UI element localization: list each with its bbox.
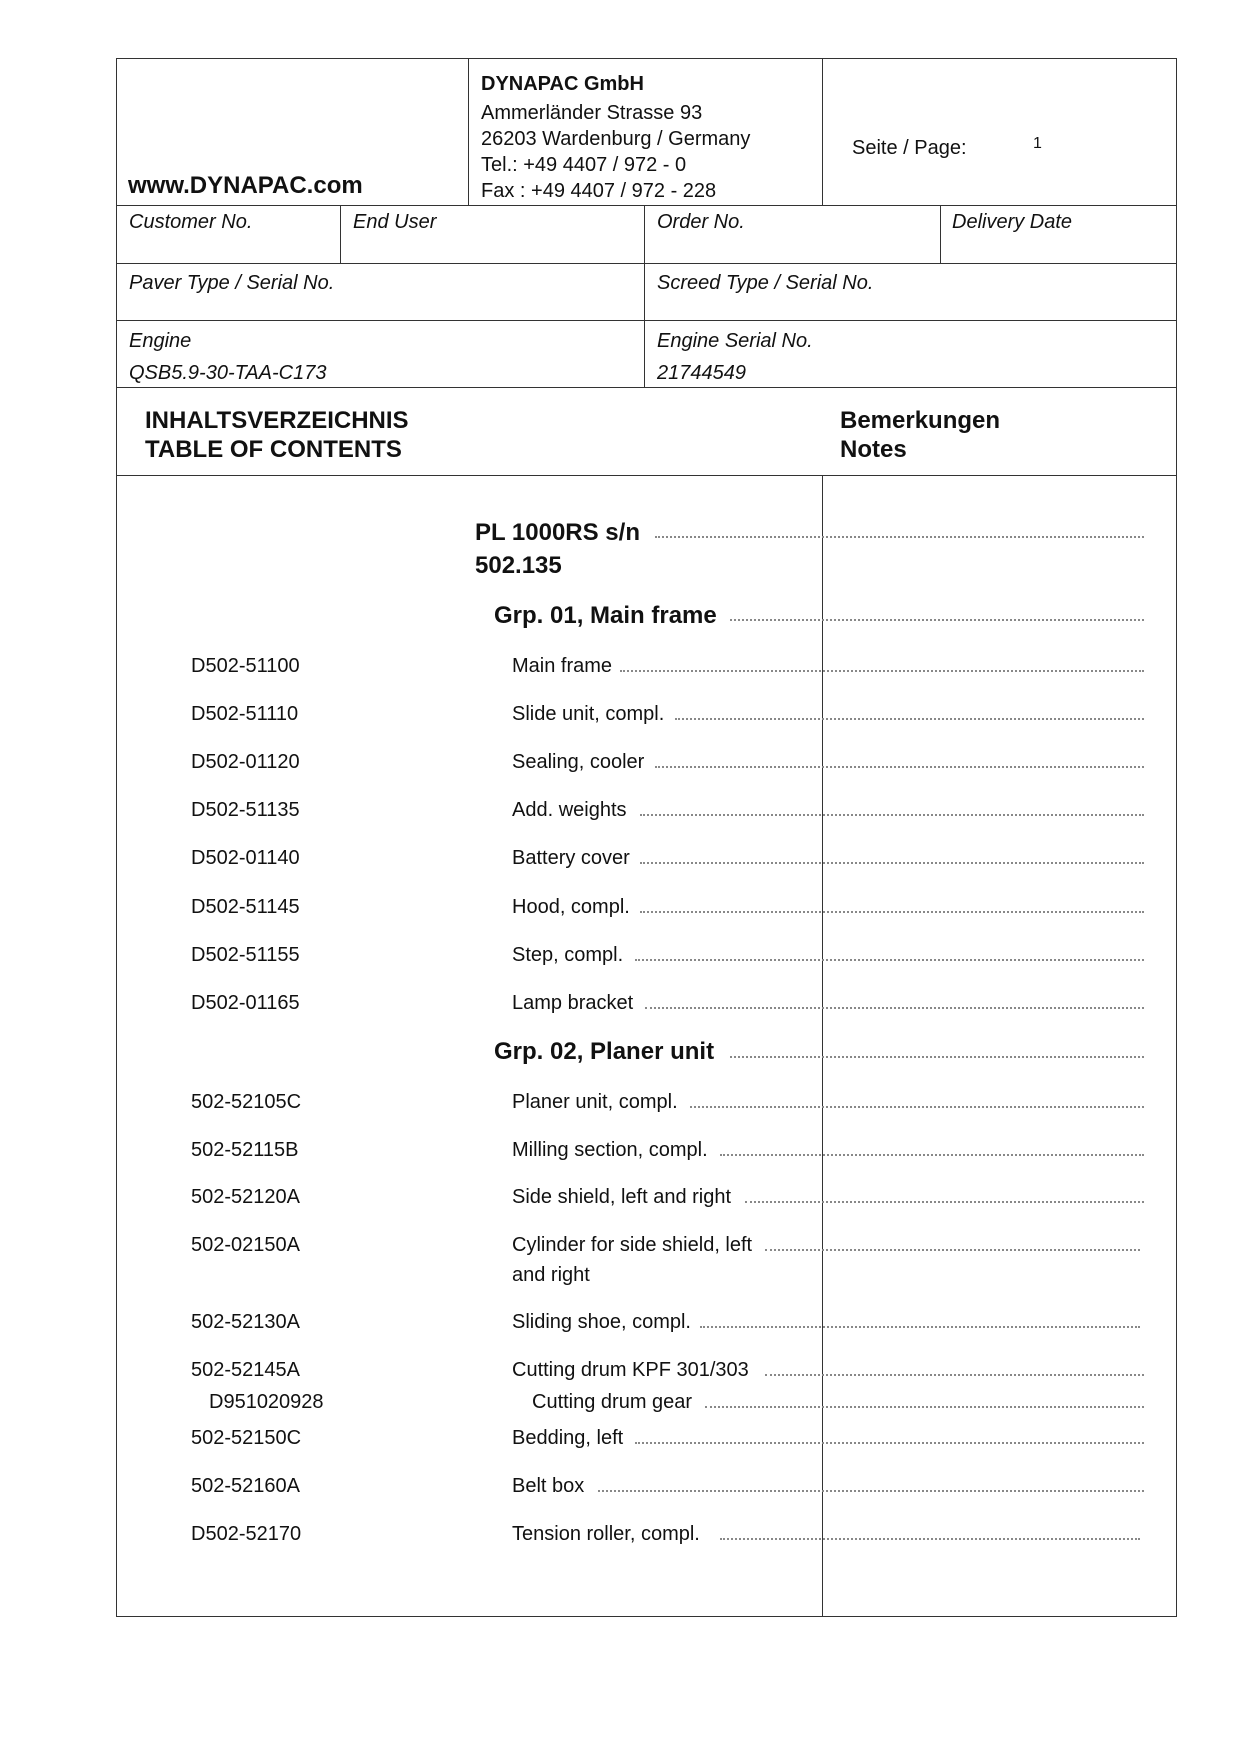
part-description [512, 1139, 716, 1162]
engine-label: Engine [129, 330, 192, 352]
delivery-date-label: Delivery Date [952, 211, 1073, 233]
frame-left [116, 58, 117, 1617]
group-1-leader [730, 619, 1144, 621]
leader-dots [720, 1538, 1140, 1540]
end-user-label: End User [353, 211, 437, 233]
part-code: D502-01120 [191, 751, 300, 773]
leader-dots [640, 862, 1144, 864]
frame-top [116, 58, 1177, 59]
part-code: 502-52160A [191, 1475, 300, 1497]
part-code: 502-52150C [191, 1427, 302, 1449]
part-code: D502-01140 [191, 847, 300, 869]
part-description [512, 896, 638, 919]
part-code: D502-51100 [191, 655, 300, 677]
leader-dots [635, 1442, 1144, 1444]
part-description [512, 799, 635, 822]
part-description [512, 944, 631, 967]
part-description-text: Cutting drum KPF 301/303 [512, 1359, 757, 1381]
part-description [512, 1311, 699, 1334]
telephone: Tel.: +49 4407 / 972 - 0 [481, 154, 687, 176]
part-description [512, 1186, 739, 1209]
machine-line-1-text: PL 1000RS s/n [475, 519, 648, 546]
leader-dots [645, 1007, 1144, 1009]
frame-bottom [116, 1616, 1177, 1617]
part-description [512, 847, 638, 870]
company-name: DYNAPAC GmbH [481, 73, 644, 95]
part-description-text: Hood, compl. [512, 896, 638, 918]
part-description [512, 1234, 760, 1257]
part-description [512, 992, 641, 1015]
leader-dots [675, 718, 1144, 720]
part-description-text: Planer unit, compl. [512, 1091, 686, 1113]
hline-3 [116, 320, 1177, 321]
part-code: D502-51110 [191, 703, 299, 725]
part-description-text: Sliding shoe, compl. [512, 1311, 699, 1333]
part-code: 502-52145A [191, 1359, 300, 1381]
part-description [512, 1523, 708, 1546]
part-description-text: Add. weights [512, 799, 635, 821]
hline-5 [116, 475, 1177, 476]
part-description-line-2: and right [512, 1264, 590, 1286]
group-2-title [494, 1038, 722, 1066]
leader-dots [598, 1490, 1144, 1492]
address-line-1: Ammerländer Strasse 93 [481, 102, 703, 124]
leader-dots [640, 814, 1144, 816]
group-1-title-text: Grp. 01, Main frame [494, 602, 725, 629]
engine-serial-label: Engine Serial No. [657, 330, 813, 352]
part-description [512, 1475, 592, 1498]
group-1-title [494, 602, 725, 630]
part-code: 502-52105C [191, 1091, 302, 1113]
divider-header-2 [822, 58, 823, 205]
hline-1 [116, 205, 1177, 206]
part-code: D502-51155 [191, 944, 300, 966]
part-description [512, 655, 620, 678]
hline-4 [116, 387, 1177, 388]
part-code: D502-51145 [191, 896, 300, 918]
part-description-text: Lamp bracket [512, 992, 641, 1014]
part-description [512, 751, 652, 774]
leader-dots [655, 766, 1144, 768]
notes-title-en: Notes [840, 436, 907, 463]
part-description [512, 703, 672, 726]
part-description-text: Bedding, left [512, 1427, 631, 1449]
frame-right [1176, 58, 1177, 1617]
part-description-text: Slide unit, compl. [512, 703, 672, 725]
divider-customer [340, 205, 341, 263]
part-description-text: Battery cover [512, 847, 638, 869]
group-2-leader [730, 1056, 1144, 1058]
order-no-label: Order No. [657, 211, 745, 233]
part-description-text: Milling section, compl. [512, 1139, 716, 1161]
part-description-text: Main frame [512, 655, 620, 677]
part-description [532, 1391, 700, 1414]
part-description-text: Cutting drum gear [532, 1391, 700, 1413]
screed-type-label: Screed Type / Serial No. [657, 272, 874, 294]
part-description [512, 1359, 757, 1382]
address-line-2: 26203 Wardenburg / Germany [481, 128, 751, 150]
page-label: Seite / Page: [852, 137, 967, 159]
fax: Fax : +49 4407 / 972 - 228 [481, 180, 717, 202]
machine-leader [655, 536, 1144, 538]
toc-title-de: INHALTSVERZEICHNIS [145, 407, 409, 434]
part-code: D502-01165 [191, 992, 300, 1014]
leader-dots [745, 1201, 1144, 1203]
leader-dots [690, 1106, 1144, 1108]
engine-serial-value: 21744549 [657, 362, 746, 384]
part-description [512, 1427, 631, 1450]
part-code: D502-52170 [191, 1523, 302, 1545]
divider-delivery [940, 205, 941, 263]
notes-title-de: Bemerkungen [840, 407, 1001, 434]
divider-header-1 [468, 58, 469, 205]
machine-line-1 [475, 519, 648, 547]
part-description-text: Step, compl. [512, 944, 631, 966]
engine-value: QSB5.9-30-TAA-C173 [129, 362, 327, 384]
leader-dots [635, 959, 1144, 961]
part-code: D951020928 [209, 1391, 324, 1413]
leader-dots [765, 1249, 1140, 1251]
website: www.DYNAPAC.com [128, 172, 363, 199]
group-2-title-text: Grp. 02, Planer unit [494, 1038, 722, 1065]
part-description-text: Belt box [512, 1475, 592, 1497]
leader-dots [620, 670, 1144, 672]
page-number: 1 [1033, 135, 1042, 152]
part-code: 502-52115B [191, 1139, 299, 1161]
part-description-text: Cylinder for side shield, left [512, 1234, 760, 1256]
machine-line-2: 502.135 [475, 552, 562, 579]
leader-dots [720, 1154, 1144, 1156]
part-description-text: Sealing, cooler [512, 751, 652, 773]
part-description-text: Side shield, left and right [512, 1186, 739, 1208]
leader-dots [765, 1374, 1144, 1376]
divider-order [644, 205, 645, 387]
part-description [512, 1091, 686, 1114]
part-description-text: Tension roller, compl. [512, 1523, 708, 1545]
hline-2 [116, 263, 1177, 264]
paver-type-label: Paver Type / Serial No. [129, 272, 335, 294]
leader-dots [640, 911, 1144, 913]
part-code: D502-51135 [191, 799, 300, 821]
leader-dots [705, 1406, 1144, 1408]
divider-notes [822, 475, 823, 1617]
customer-no-label: Customer No. [129, 211, 253, 233]
part-code: 502-02150A [191, 1234, 300, 1256]
toc-title-en: TABLE OF CONTENTS [145, 436, 402, 463]
part-code: 502-52120A [191, 1186, 300, 1208]
leader-dots [700, 1326, 1140, 1328]
part-code: 502-52130A [191, 1311, 300, 1333]
